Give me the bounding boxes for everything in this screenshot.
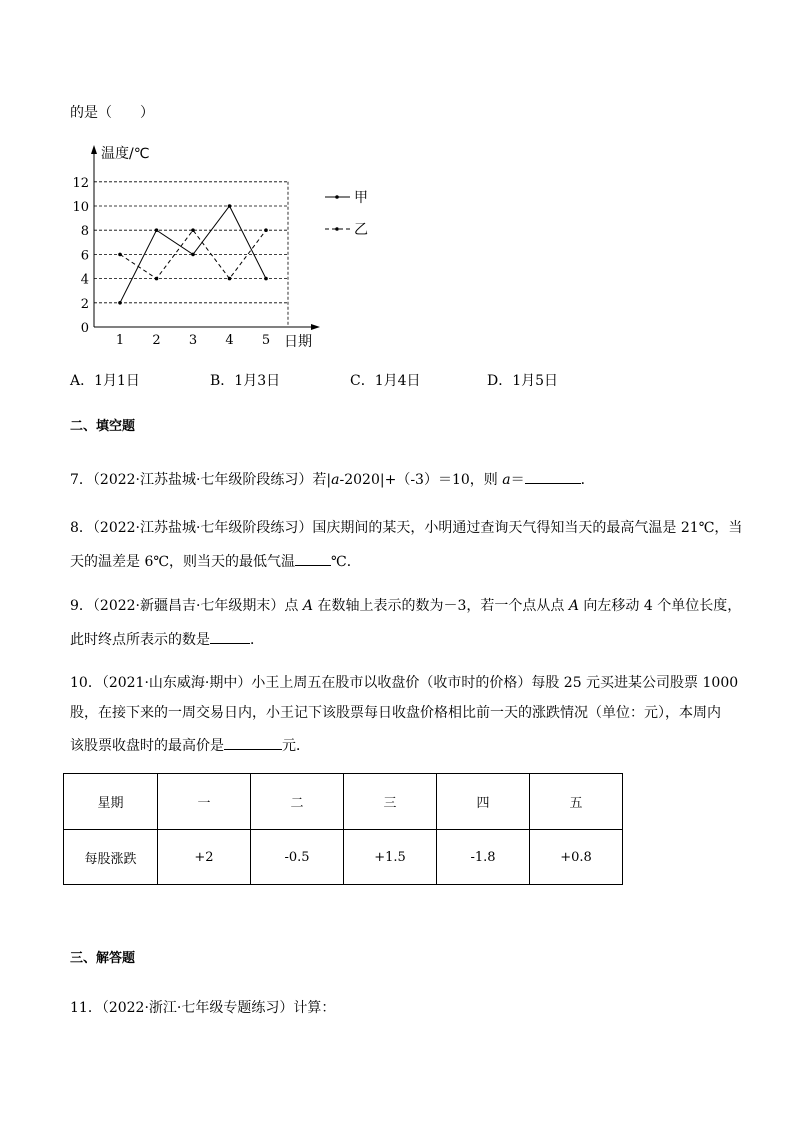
q10-line3: 该股票收盘时的最高价是 元．	[70, 735, 310, 755]
legend-marker	[335, 195, 339, 199]
table-cell: +1.5	[344, 830, 437, 885]
x-tick-label: 4	[225, 333, 234, 348]
data-point	[155, 277, 159, 281]
table-cell: -0.5	[251, 830, 344, 885]
q6-stem-tail: 的是（ ）	[70, 105, 154, 121]
q6-option-d: D．1月5日	[487, 373, 559, 389]
table-row	[64, 830, 623, 885]
q10-answer-blank[interactable]	[224, 735, 282, 750]
x-tick-label: 2	[152, 333, 161, 348]
y-tick-label: 2	[80, 296, 89, 312]
q6-option-a: A．1月1日	[70, 373, 140, 389]
data-point	[118, 301, 122, 305]
q8-answer-blank[interactable]	[295, 551, 331, 566]
data-point	[191, 253, 195, 257]
x-tick-label: 5	[261, 333, 271, 348]
q10-line2: 股，在接下来的一周交易日内，小王记下该股票每日收盘价格相比前一天的涨跌情况（单位：元），本周内	[70, 705, 721, 721]
section-fill-in-title: 二、填空题	[70, 419, 136, 434]
table-cell: 星期	[64, 774, 158, 830]
q8-line2: 天的温差是 6℃，则当天的最低气温 ℃．	[70, 551, 361, 571]
table-cell: 四	[437, 774, 530, 830]
q6-option-c: C．1月4日	[350, 373, 421, 389]
table-cell: +0.8	[530, 830, 623, 885]
x-axis-label: 日期	[284, 334, 312, 350]
legend-label: 甲	[354, 190, 368, 206]
chart-legend	[325, 190, 368, 238]
data-point	[228, 277, 232, 281]
q7-text: 7．（2022·江苏盐城·七年级阶段练习）若|a-2020|+（-3）＝10，则 a＝ ．	[70, 469, 595, 489]
table-cell: 五	[530, 774, 623, 830]
legend-label: 乙	[354, 222, 368, 238]
legend-marker	[335, 227, 339, 231]
y-tick-label: 8	[80, 224, 89, 240]
table-cell: -1.8	[437, 830, 530, 885]
q9-line1: 9．（2022·新疆昌吉·七年级期末）点 A 在数轴上表示的数为－3，若一个点从点 A 向左移动 4 个单位长度，	[70, 598, 742, 614]
y-tick-label: 12	[72, 175, 89, 191]
q6-option-b: B．1月3日	[210, 373, 281, 389]
table-cell: 二	[251, 774, 344, 830]
x-tick-label: 3	[188, 333, 198, 348]
q7-answer-blank[interactable]	[525, 469, 581, 484]
y-tick-label: 0	[80, 321, 89, 336]
data-point	[118, 253, 122, 257]
x-tick-label: 1	[115, 333, 125, 348]
data-point	[264, 228, 268, 232]
q10-line1: 10．（2021·山东威海·期中）小王上周五在股市以收盘价（收市时的价格）每股 25 元买进某公司股票 1000	[70, 675, 739, 691]
section-solve-title: 三、解答题	[70, 951, 136, 966]
y-tick-label: 6	[80, 248, 89, 264]
table-cell: +2	[158, 830, 251, 885]
data-point	[228, 204, 232, 208]
y-axis-label: 温度/℃	[101, 146, 150, 162]
table-cell: 一	[158, 774, 251, 830]
q9-line2: 此时终点所表示的数是 ．	[70, 629, 264, 649]
y-tick-label: 10	[72, 200, 89, 215]
data-point	[191, 228, 195, 232]
table-cell: 每股涨跌	[64, 830, 158, 885]
chart-ticks	[72, 176, 270, 348]
temperature-line-chart	[70, 142, 368, 357]
chart-grid	[94, 182, 288, 327]
data-point	[155, 228, 159, 232]
table-header-row	[64, 774, 623, 830]
q11-text: 11．（2022·浙江·七年级专题练习）计算：	[70, 1000, 336, 1016]
table-cell: 三	[344, 774, 437, 830]
y-axis-arrow	[91, 145, 97, 154]
q8-line1: 8．（2022·江苏盐城·七年级阶段练习）国庆期间的某天，小明通过查询天气得知当天的最高气温是 21℃，当	[70, 520, 743, 536]
y-tick-label: 4	[80, 272, 89, 288]
stock-change-table	[63, 773, 623, 885]
q9-answer-blank[interactable]	[210, 629, 250, 644]
data-point	[264, 277, 268, 281]
x-axis-arrow	[311, 324, 320, 330]
